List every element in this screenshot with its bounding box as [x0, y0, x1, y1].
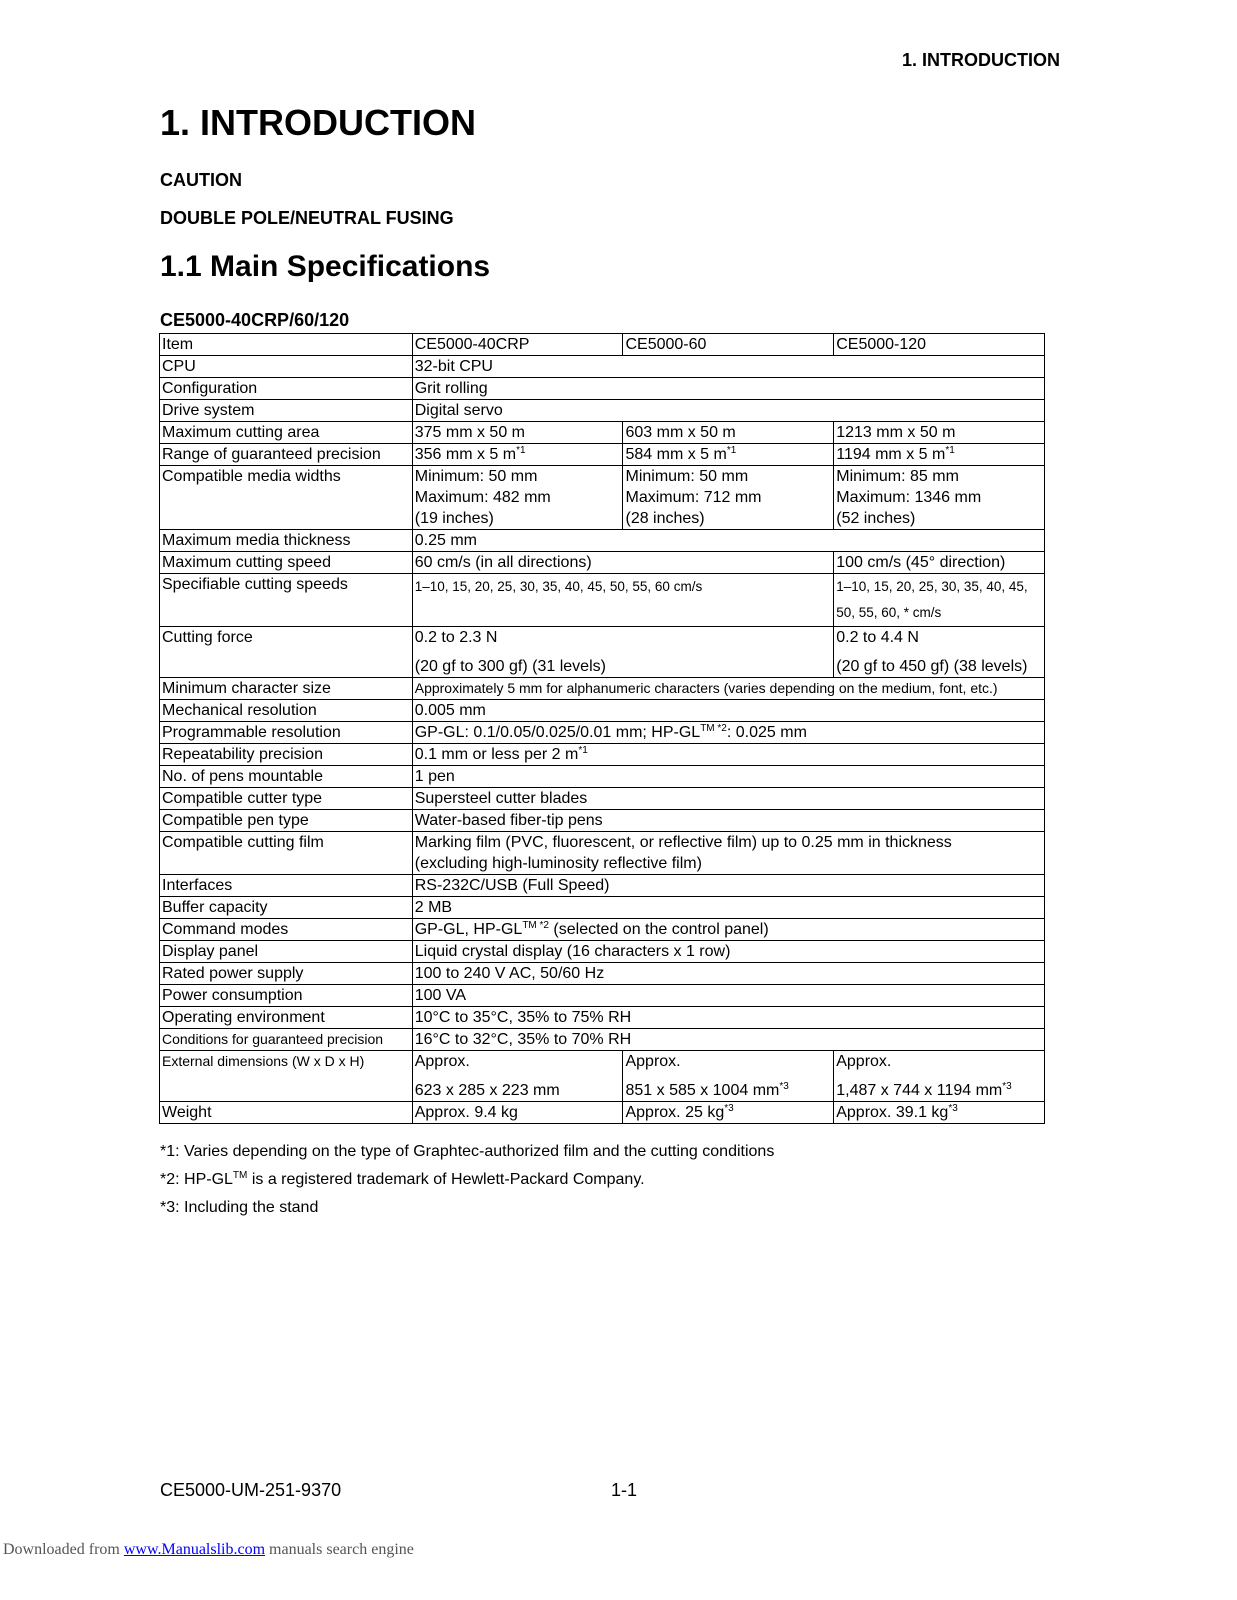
- table-row: [160, 744, 1045, 766]
- cell-line: Maximum: 1346 mm: [836, 489, 982, 506]
- cell-line: (20 gf to 450 gf) (38 levels): [836, 658, 1028, 675]
- cell: Maximum cutting speed: [160, 552, 413, 574]
- table-row: [160, 530, 1045, 552]
- cell: External dimensions (W x D x H): [160, 1051, 413, 1102]
- cell: [623, 1102, 834, 1124]
- cell: Maximum media thickness: [160, 530, 413, 552]
- cell: [834, 574, 1045, 627]
- cell-line: (28 inches): [625, 510, 705, 527]
- cell-text: 851 x 585 x 1004 mm: [625, 1082, 780, 1099]
- cell-line: 623 x 285 x 223 mm: [414, 1082, 560, 1099]
- cell-line: Approx.: [625, 1053, 681, 1070]
- cell: Compatible cutter type: [160, 788, 413, 810]
- cell: [412, 627, 834, 678]
- footnote-mark: *3: [724, 1103, 734, 1114]
- table-row: [160, 963, 1045, 985]
- footnote-text: *2: HP-GL: [160, 1171, 233, 1188]
- cell: Buffer capacity: [160, 897, 413, 919]
- cell: Drive system: [160, 400, 413, 422]
- cell: Mechanical resolution: [160, 700, 413, 722]
- cell: [412, 466, 623, 530]
- cell-text: GP-GL: 0.1/0.05/0.025/0.01 mm; HP-GL: [414, 724, 701, 741]
- cell: Digital servo: [412, 400, 1044, 422]
- cell: Programmable resolution: [160, 722, 413, 744]
- cell: 0.005 mm: [412, 700, 1044, 722]
- cell: [412, 919, 1044, 941]
- footnotes: [160, 1143, 774, 1227]
- cell-text: (selected on the control panel): [548, 921, 769, 938]
- cell: Weight: [160, 1102, 413, 1124]
- table-row: [160, 919, 1045, 941]
- footnote-mark: *1: [516, 445, 526, 456]
- table-row: [160, 466, 1045, 530]
- cell: Approximately 5 mm for alphanumeric characters (varies depending on the medium, font, etc.): [412, 678, 1044, 700]
- table-row: [160, 444, 1045, 466]
- cell-line: Approx.: [836, 1053, 892, 1070]
- cell-line: Minimum: 50 mm: [625, 468, 749, 485]
- cell: Cutting force: [160, 627, 413, 678]
- table-row: [160, 700, 1045, 722]
- cell-line: Minimum: 50 mm: [414, 468, 538, 485]
- cell: 2 MB: [412, 897, 1044, 919]
- cell: Interfaces: [160, 875, 413, 897]
- cell: Grit rolling: [412, 378, 1044, 400]
- footnote-3: *3: Including the stand: [160, 1199, 319, 1216]
- table-row: [160, 400, 1045, 422]
- cell: Power consumption: [160, 985, 413, 1007]
- cell: CPU: [160, 356, 413, 378]
- table-row: [160, 722, 1045, 744]
- table-row: [160, 1029, 1045, 1051]
- caution-heading: CAUTION: [160, 170, 242, 190]
- cell: 32-bit CPU: [412, 356, 1044, 378]
- cell-line: (19 inches): [414, 510, 494, 527]
- cell: [834, 1051, 1045, 1102]
- footnote-mark: *3: [948, 1103, 958, 1114]
- cell: CE5000-40CRP: [412, 334, 623, 356]
- cell: [834, 1102, 1045, 1124]
- cell: No. of pens mountable: [160, 766, 413, 788]
- footnote-mark: TM *2: [522, 920, 549, 931]
- cell: Compatible media widths: [160, 466, 413, 530]
- table-row: [160, 875, 1045, 897]
- cell-text: Approx. 39.1 kg: [836, 1104, 949, 1121]
- cell: 0.25 mm: [412, 530, 1044, 552]
- table-row: [160, 941, 1045, 963]
- download-prefix: Downloaded from: [3, 1541, 124, 1558]
- table-row: [160, 552, 1045, 574]
- table-row: [160, 1102, 1045, 1124]
- cell: 60 cm/s (in all directions): [412, 552, 834, 574]
- cell: 10°C to 35°C, 35% to 75% RH: [412, 1007, 1044, 1029]
- cell: Maximum cutting area: [160, 422, 413, 444]
- cell: 1213 mm x 50 m: [834, 422, 1045, 444]
- footnote-text: is a registered trademark of Hewlett-Packard Company.: [247, 1171, 645, 1188]
- cell: [834, 444, 1045, 466]
- table-row: [160, 422, 1045, 444]
- table-row: [160, 788, 1045, 810]
- cell-text: 1194 mm x 5 m: [836, 446, 946, 463]
- cell-line: (52 inches): [836, 510, 916, 527]
- cell-line: 1–10, 15, 20, 25, 30, 35, 40, 45,: [836, 579, 1028, 594]
- cell: [623, 444, 834, 466]
- table-row: [160, 334, 1045, 356]
- cell-line: Marking film (PVC, fluorescent, or reflective film) up to 0.25 mm in thickness: [414, 834, 952, 851]
- cell-line: Maximum: 482 mm: [414, 489, 551, 506]
- cell-line: (excluding high-luminosity reflective film): [414, 855, 702, 872]
- cell-text: 356 mm x 5 m: [414, 446, 517, 463]
- table-row: [160, 810, 1045, 832]
- cell: 16°C to 32°C, 35% to 70% RH: [412, 1029, 1044, 1051]
- table-row: [160, 678, 1045, 700]
- model-title: CE5000-40CRP/60/120: [160, 310, 350, 330]
- cell-line: 0.2 to 4.4 N: [836, 629, 919, 646]
- cell: 100 to 240 V AC, 50/60 Hz: [412, 963, 1044, 985]
- cell-text: Approx. 25 kg: [625, 1104, 725, 1121]
- cell: Range of guaranteed precision: [160, 444, 413, 466]
- cell: Compatible cutting film: [160, 832, 413, 875]
- cell: [834, 466, 1045, 530]
- cell: Liquid crystal display (16 characters x 1 row): [412, 941, 1044, 963]
- table-row: [160, 378, 1045, 400]
- cell: 375 mm x 50 m: [412, 422, 623, 444]
- table-row: [160, 356, 1045, 378]
- manualslib-link[interactable]: www.Manualslib.com: [123, 1541, 266, 1558]
- trademark-mark: TM: [232, 1170, 248, 1181]
- table-row: [160, 627, 1045, 678]
- table-row: [160, 1051, 1045, 1102]
- cell: Supersteel cutter blades: [412, 788, 1044, 810]
- cell: [412, 1051, 623, 1102]
- footnote-mark: TM *2: [700, 723, 727, 734]
- footnote-mark: *1: [726, 445, 737, 456]
- cell: Water-based fiber-tip pens: [412, 810, 1044, 832]
- footnote-1: *1: Varies depending on the type of Graphtec-authorized film and the cutting conditions: [160, 1143, 775, 1160]
- running-head: 1. INTRODUCTION: [901, 50, 1060, 70]
- cell: Compatible pen type: [160, 810, 413, 832]
- cell: [412, 832, 1044, 875]
- cell: RS-232C/USB (Full Speed): [412, 875, 1044, 897]
- cell: 1 pen: [412, 766, 1044, 788]
- cell-text: 1,487 x 744 x 1194 mm: [836, 1082, 1003, 1099]
- cell-line: Approx.: [414, 1053, 470, 1070]
- table-row: [160, 574, 1045, 627]
- cell: Operating environment: [160, 1007, 413, 1029]
- spec-table: [159, 333, 1045, 1124]
- cell: Rated power supply: [160, 963, 413, 985]
- cell: [623, 1051, 834, 1102]
- page-number: 1-1: [611, 1480, 638, 1500]
- footnote-mark: *1: [945, 445, 955, 456]
- cell-line: [836, 1080, 1042, 1101]
- table-row: [160, 897, 1045, 919]
- cell: Approx. 9.4 kg: [412, 1102, 623, 1124]
- table-row: [160, 766, 1045, 788]
- document-id: CE5000-UM-251-9370: [160, 1480, 342, 1500]
- cell-line: 50, 55, 60, * cm/s: [836, 605, 942, 620]
- footnote-mark: *1: [578, 745, 588, 756]
- cell-text: GP-GL, HP-GL: [414, 921, 523, 938]
- fusing-heading: DOUBLE POLE/NEUTRAL FUSING: [160, 208, 454, 228]
- download-notice: [3, 1541, 414, 1559]
- cell: Display panel: [160, 941, 413, 963]
- cell: [834, 627, 1045, 678]
- cell: Command modes: [160, 919, 413, 941]
- cell: Minimum character size: [160, 678, 413, 700]
- table-row: [160, 985, 1045, 1007]
- cell: 1–10, 15, 20, 25, 30, 35, 40, 45, 50, 55, 60 cm/s: [412, 574, 834, 627]
- cell: [412, 722, 1044, 744]
- footnote-mark: *3: [1002, 1081, 1012, 1092]
- chapter-title: 1. INTRODUCTION: [160, 102, 477, 143]
- cell-text: 0.1 mm or less per 2 m: [414, 746, 579, 763]
- cell: 100 VA: [412, 985, 1044, 1007]
- cell: 603 mm x 50 m: [623, 422, 834, 444]
- cell: Conditions for guaranteed precision: [160, 1029, 413, 1051]
- cell-line: (20 gf to 300 gf) (31 levels): [414, 658, 606, 675]
- table-row: [160, 832, 1045, 875]
- cell: Repeatability precision: [160, 744, 413, 766]
- cell: [412, 744, 1044, 766]
- cell-line: [625, 1080, 831, 1101]
- footnote-2: [160, 1171, 774, 1189]
- cell: Item: [160, 334, 413, 356]
- section-title: 1.1 Main Specifications: [160, 250, 491, 283]
- cell-line: Maximum: 712 mm: [625, 489, 762, 506]
- cell-line: 0.2 to 2.3 N: [414, 629, 498, 646]
- cell: 100 cm/s (45° direction): [834, 552, 1045, 574]
- cell: CE5000-60: [623, 334, 834, 356]
- footnote-mark: *3: [779, 1081, 789, 1092]
- cell-line: Minimum: 85 mm: [836, 468, 959, 485]
- cell-text: 584 mm x 5 m: [625, 446, 727, 463]
- table-row: [160, 1007, 1045, 1029]
- cell-text: : 0.025 mm: [726, 724, 807, 741]
- cell: Specifiable cutting speeds: [160, 574, 413, 627]
- cell: Configuration: [160, 378, 413, 400]
- cell: [412, 444, 623, 466]
- cell: CE5000-120: [834, 334, 1045, 356]
- download-suffix: manuals search engine: [265, 1541, 414, 1558]
- cell: [623, 466, 834, 530]
